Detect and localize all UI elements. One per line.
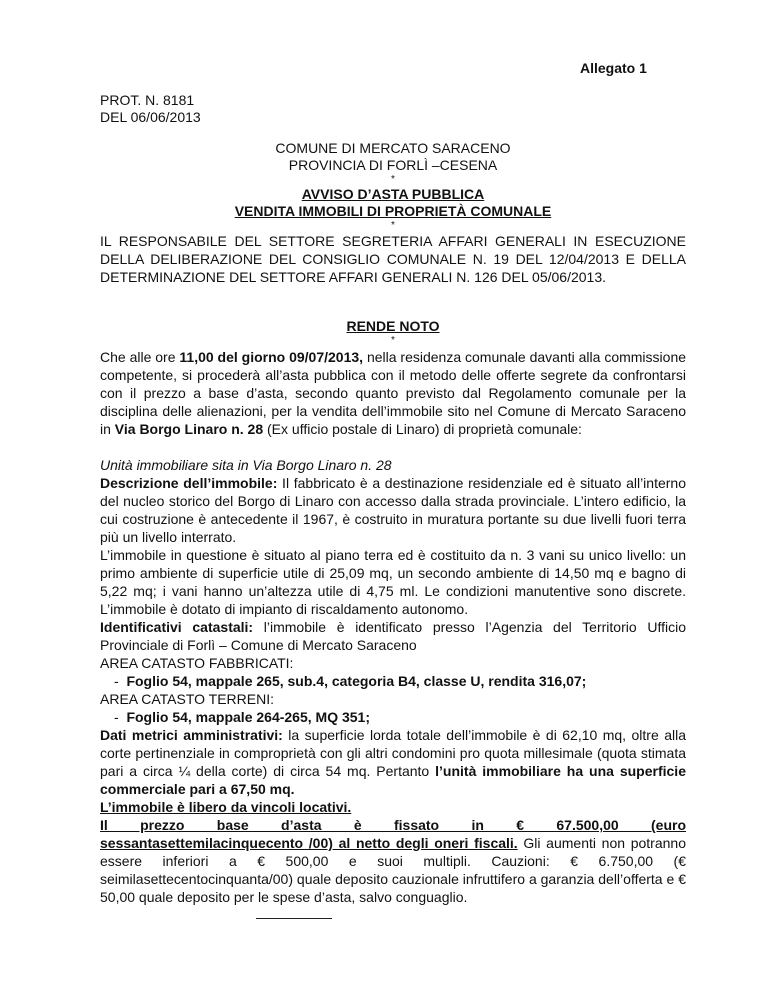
document-header — [100, 140, 686, 286]
responsabile-paragraph: IL RESPONSABILE DEL SETTORE SEGRETERIA AFFARI GENERALI IN ESECUZIONE DELLA DELIBERAZIONE DEL CONSIGLIO COMUNALE N. 19 DEL 12/04/2013 E DELLA DETERMINAZIONE DEL SETTORE AFFARI GENERALI N. 126 DEL 05/06/2013. — [100, 233, 686, 285]
unit-title: Unità immobiliare sita in Via Borgo Linaro n. 28 — [100, 457, 392, 473]
comune-name: COMUNE DI MERCATO SARACENO — [275, 140, 511, 156]
rende-noto-title: RENDE NOTO — [346, 318, 440, 334]
document-body — [100, 348, 686, 906]
prezzo-line: Il prezzo base d’asta è fissato in € 67.500,00 (euro — [100, 817, 686, 833]
intro-paragraph: Che alle ore 11,00 del giorno 09/07/2013, nella residenza comunale davanti alla commissione competente, si procederà all’asta pubblica con il metodo delle offerte segrete da confrontarsi con il prezzo a base d’asta, secondo quanto previsto dal Regolamento comunale per la disciplina delle alienazioni, per la vendita dell’immobile sito nel Comune di Mercato Saraceno in Via Borgo Linaro n. 28 (Ex ufficio postale di Linaro) di proprietà comunale: — [100, 349, 687, 437]
area-fabbricati: AREA CATASTO FABBRICATI: — [100, 655, 294, 671]
protocol-date: DEL 06/06/2013 — [100, 109, 201, 125]
catasto-item-1: - Foglio 54, mappale 265, sub.4, categoria B4, classe U, rendita 316,07; — [114, 673, 587, 689]
allegato-label: Allegato 1 — [580, 60, 647, 76]
metrici-paragraph: Dati metrici amministrativi: la superficie lorda totale dell’immobile è di 62,10 mq, oltre alla corte pertinenziale in comproprietà con gli altri condomini pro quota millesimale (quota stimata pari a circa ¼ della corte) di circa 54 mq. Pertanto l’unità immobiliare ha una superficie commerciale pari a 67,50 mq. — [100, 727, 686, 797]
separator-star: * — [391, 335, 395, 346]
catastali-paragraph: Identificativi catastali: l’immobile è identificato presso l’Agenzia del Territorio Ufficio Provinciale di Forlì – Comune di Mercato Saraceno — [100, 619, 686, 653]
separator-star: * — [391, 220, 395, 231]
libero-notice: L’immobile è libero da vincoli locativi. — [100, 799, 352, 815]
provincia-name: PROVINCIA DI FORLÌ –CESENA — [288, 157, 498, 173]
protocol-number: PROT. N. 8181 — [100, 92, 195, 108]
descrizione-paragraph: Descrizione dell’immobile: Il fabbricato è a destinazione residenziale ed è situato all’interno del nucleo storico del Borgo di Linaro con accesso dalla strada provinciale. L’intero edificio, la cui costruzione è antecedente il 1967, è costruito in muratura portante su due livelli fuori terra più un livello interrato. — [100, 475, 686, 545]
avviso-title: AVVISO D’ASTA PUBBLICA — [301, 186, 485, 202]
rende-noto-block — [100, 318, 686, 347]
prezzo-paragraph: sessantasettemilacinquecento /00) al netto degli oneri fiscali. Gli aumenti non potranno essere inferiori a € 500,00 e suoi multipli. Cauzioni: € 6.750,00 (€ seimilasettecentocinquanta/00) quale deposito cauzionale infruttifero a garanzia dell’offerta e € 50,00 quale deposito per le spese d’asta, salvo conguaglio. — [100, 835, 686, 905]
vendita-title: VENDITA IMMOBILI DI PROPRIETÀ COMUNALE — [234, 203, 552, 219]
area-terreni: AREA CATASTO TERRENI: — [100, 691, 275, 707]
catasto-item-2: - Foglio 54, mappale 264-265, MQ 351; — [114, 709, 370, 725]
separator-star: * — [391, 174, 395, 185]
signature-line — [256, 918, 332, 919]
protocol-block — [100, 92, 201, 126]
descrizione-paragraph-2: L’immobile in questione è situato al piano terra ed è costituito da n. 3 vani su unico livello: un primo ambiente di superficie utile di 25,09 mq, un secondo ambiente di 14,50 mq e bagno di 5,22 mq; i vani hanno un’altezza utile di 4,75 ml. Le condizioni manutentive sono discrete. L’immobile è dotato di impianto di riscaldamento autonomo. — [100, 547, 686, 617]
